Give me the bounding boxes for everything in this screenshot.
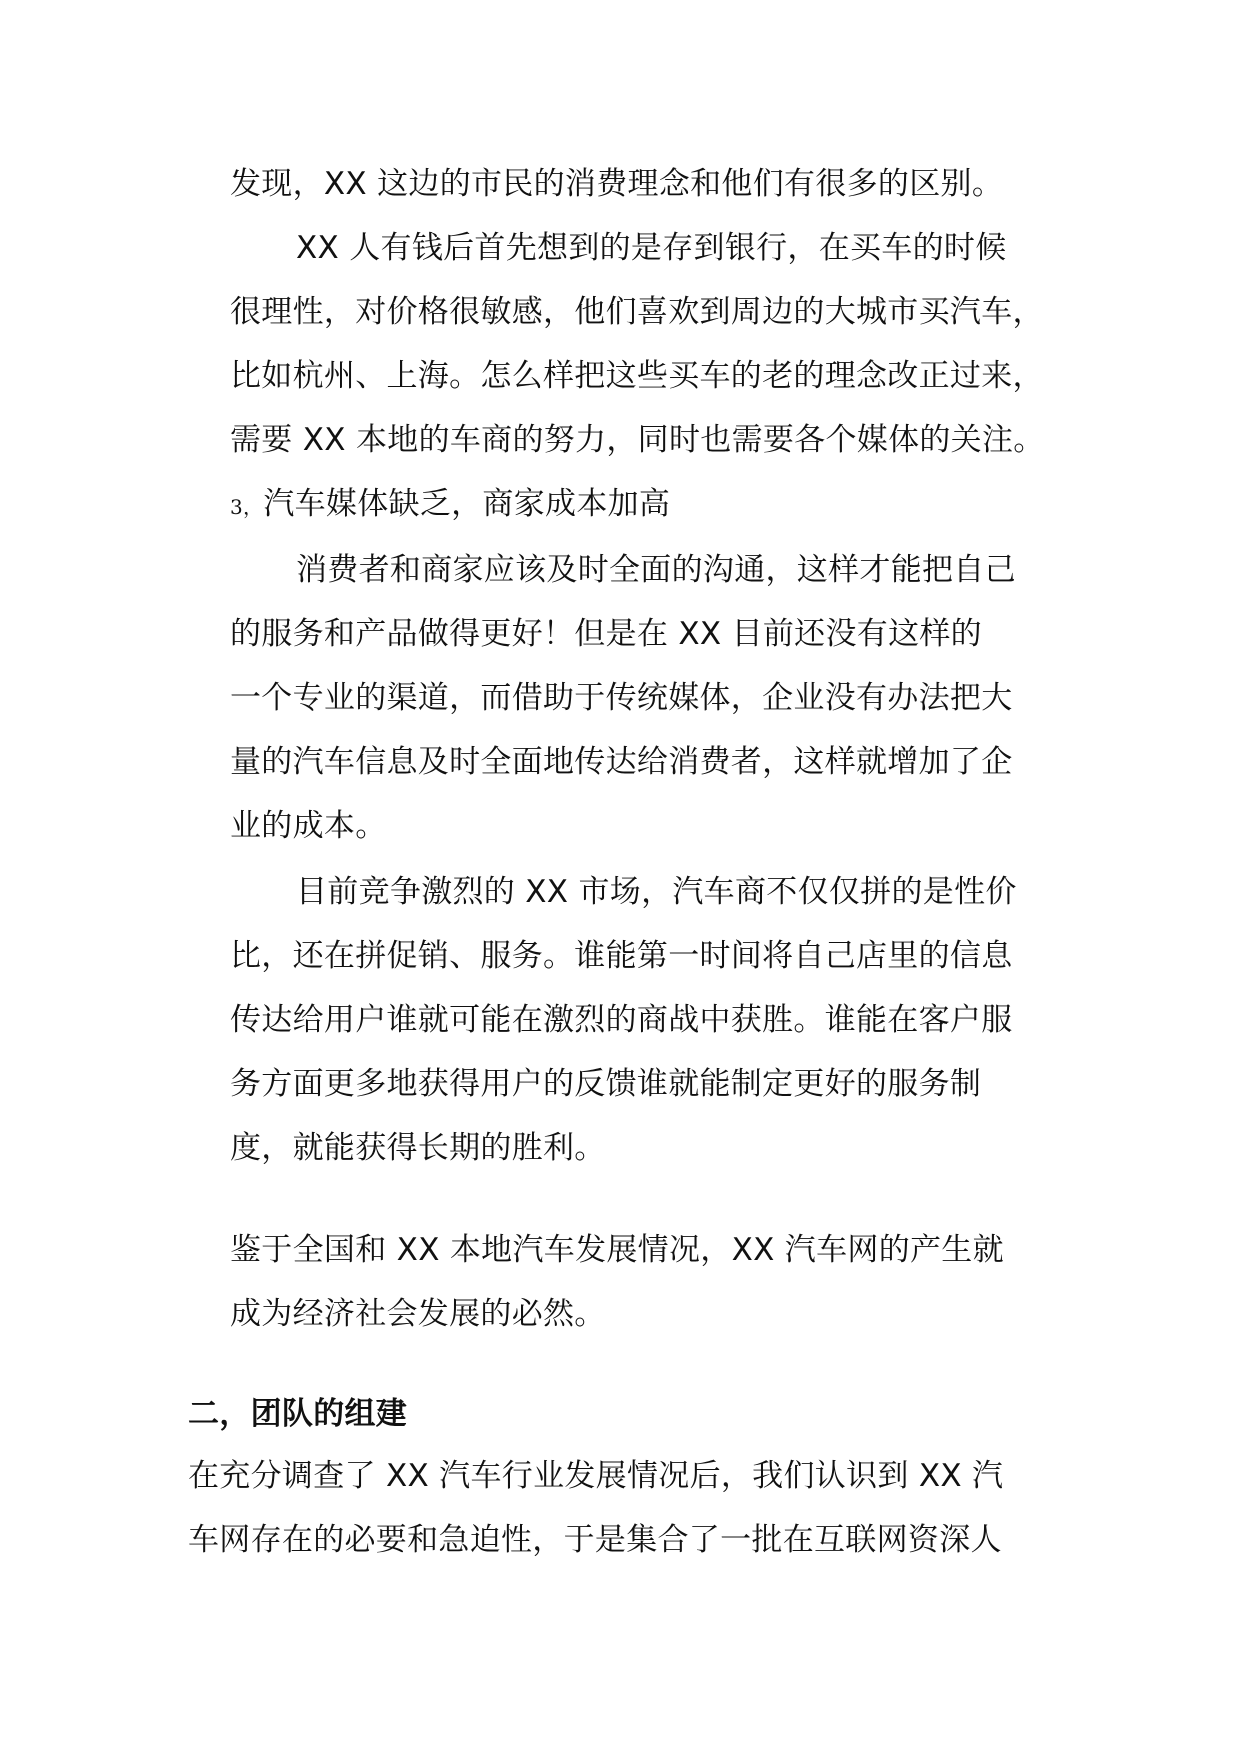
paragraph-line: 的服务和产品做得更好！但是在 XX 目前还没有这样的 (230, 616, 982, 652)
paragraph-line: 很理性，对价格很敏感，他们喜欢到周边的大城市买汽车， (230, 294, 1044, 330)
paragraph-line: 务方面更多地获得用户的反馈谁就能制定更好的服务制 (230, 1066, 982, 1102)
paragraph-line: 需要 XX 本地的车商的努力，同时也需要各个媒体的关注。 (230, 422, 1045, 458)
paragraph-line: 比，还在拼促销、服务。谁能第一时间将自己店里的信息 (230, 938, 1013, 974)
list-item-3 (230, 484, 670, 527)
paragraph-line: 一个专业的渠道，而借助于传统媒体，企业没有办法把大 (230, 680, 1013, 716)
paragraph-line: 发现，XX 这边的市民的消费理念和他们有很多的区别。 (230, 166, 1004, 202)
paragraph-line: 度，就能获得长期的胜利。 (230, 1130, 606, 1166)
paragraph-line: 传达给用户谁就可能在激烈的商战中获胜。谁能在客户服 (230, 1002, 1013, 1038)
paragraph-line: 比如杭州、上海。怎么样把这些买车的老的理念改正过来， (230, 358, 1044, 394)
paragraph-line: 成为经济社会发展的必然。 (230, 1296, 606, 1332)
paragraph-line: 车网存在的必要和急迫性，于是集合了一批在互联网资深人 (188, 1522, 1002, 1558)
paragraph-line: 量的汽车信息及时全面地传达给消费者，这样就增加了企 (230, 744, 1013, 780)
paragraph-line: 鉴于全国和 XX 本地汽车发展情况，XX 汽车网的产生就 (230, 1232, 1004, 1268)
section-heading: 二，团队的组建 (188, 1396, 408, 1432)
paragraph-line: XX 人有钱后首先想到的是存到银行，在买车的时候 (296, 230, 1007, 266)
paragraph-line: 在充分调查了 XX 汽车行业发展情况后，我们认识到 XX 汽 (188, 1458, 1004, 1494)
paragraph-line: 消费者和商家应该及时全面的沟通，这样才能把自己 (296, 552, 1016, 588)
list-item-number: 3， (230, 495, 264, 519)
list-item-text: 汽车媒体缺乏，商家成本加高 (263, 486, 671, 522)
paragraph-line: 目前竞争激烈的 XX 市场，汽车商不仅仅拼的是性价 (296, 874, 1017, 910)
paragraph-line: 业的成本。 (230, 808, 387, 844)
